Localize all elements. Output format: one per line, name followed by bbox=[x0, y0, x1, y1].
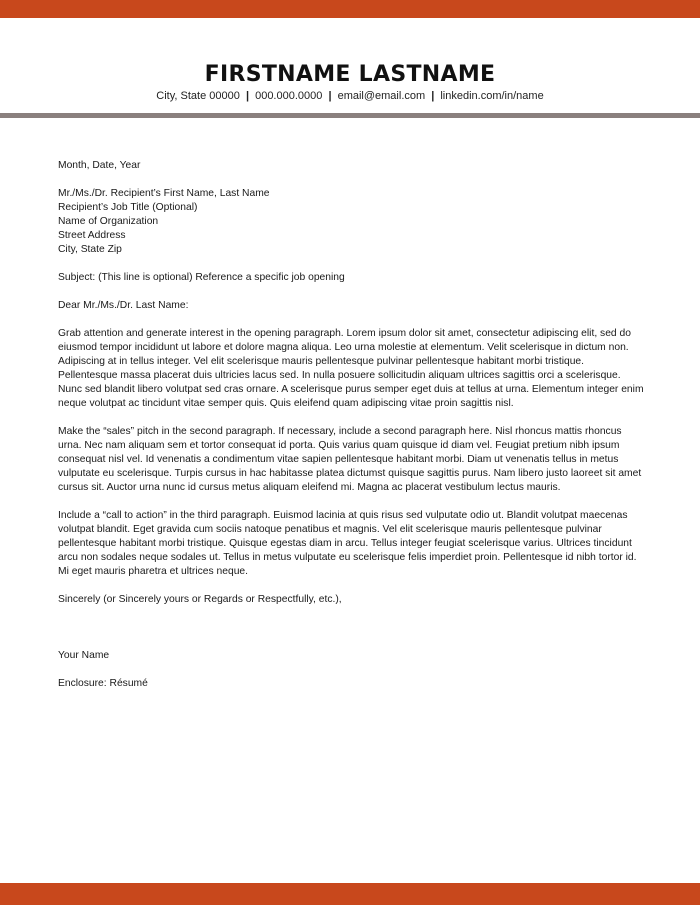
paragraph-opening: Grab attention and generate interest in the opening paragraph. Lorem ipsum dolor sit amet, consectetur adipiscing elit, sed do eiusmod tempor incididunt ut labore et dolore magna aliqua. Leo urna molestie at elementum. Velit scelerisque in dictum non. Adipiscing at in tellus integer. Vel elit scelerisque mauris pellentesque pulvinar pellentesque habitant morbi tristique. Pellentesque massa placerat duis ultricies lacus sed. In nulla posuere sollicitudin aliquam ultrices sagittis orci a scelerisque. Nunc sed blandit libero volutpat sed cras ornare. A scelerisque purus semper eget duis at tellus at urna. Elementum integer enim neque volutpat ac tincidunt vitae semper quis. Quis eleifend quam adipiscing vitae proin sagittis nisl. bbox=[58, 328, 644, 409]
header-divider bbox=[0, 113, 700, 118]
top-accent-bar bbox=[0, 0, 700, 18]
signature-space bbox=[58, 621, 644, 649]
contact-phone: 000.000.0000 bbox=[255, 90, 323, 102]
contact-separator: | bbox=[431, 90, 435, 102]
letter-body bbox=[58, 159, 644, 705]
paragraph-call-to-action: Include a “call to action” in the third paragraph. Euismod lacinia at quis risus sed vulputate odio ut. Blandit volutpat maecenas volutpat blandit. Eget gravida cum sociis natoque penatibus et magnis. Vel elit scelerisque mauris pellentesque pulvinar pellentesque habitant morbi tristique. Quisque egestas diam in arcu. Tellus integer feugiat scelerisque varius. Ultrices tincidunt arcu non sodales neque sodales ut. Tellus in metus vulputate eu scelerisque felis imperdiet proin. Pellentesque id nibh tortor id. Mi eget mauris pharetra et ultrices neque. bbox=[58, 510, 637, 577]
recipient-job-title: Recipient’s Job Title (Optional) bbox=[58, 202, 198, 213]
enclosure-line: Enclosure: Résumé bbox=[58, 678, 148, 689]
recipient-street: Street Address bbox=[58, 230, 126, 241]
bottom-accent-bar bbox=[0, 883, 700, 905]
contact-email: email@email.com bbox=[337, 90, 426, 102]
recipient-block bbox=[58, 187, 644, 257]
subject-line: Subject: (This line is optional) Reference a specific job opening bbox=[58, 272, 345, 283]
paragraph-sales-pitch: Make the “sales” pitch in the second paragraph. If necessary, include a second paragraph here. Nisl rhoncus mattis rhoncus urna. Nec nam aliquam sem et tortor consequat id porta. Quis varius quam quisque id diam vel. Feugiat pretium nibh ipsum consequat nisl vel. Id venenatis a condimentum vitae sapien pellentesque habitant morbi. Diam ut venenatis tellus in metus vulputate eu scelerisque. Turpis cursus in hac habitasse platea dictumst quisque sagittis purus. Nam libero justo laoreet sit amet cursus sit. Auctor urna nunc id cursus metus aliquam eleifend mi. Magna ac placerat vestibulum lectus mauris. bbox=[58, 426, 642, 493]
salutation: Dear Mr./Ms./Dr. Last Name: bbox=[58, 300, 189, 311]
contact-line bbox=[0, 90, 700, 102]
contact-address: City, State 00000 bbox=[156, 90, 240, 102]
recipient-city-state-zip: City, State Zip bbox=[58, 244, 122, 255]
applicant-name: FIRSTNAME LASTNAME bbox=[204, 62, 496, 87]
recipient-name: Mr./Ms./Dr. Recipient’s First Name, Last Name bbox=[58, 188, 270, 199]
recipient-organization: Name of Organization bbox=[58, 216, 159, 227]
letter-date: Month, Date, Year bbox=[58, 160, 141, 171]
closing: Sincerely (or Sincerely yours or Regards or Respectfully, etc.), bbox=[58, 594, 342, 605]
signature-name: Your Name bbox=[58, 650, 110, 661]
contact-separator: | bbox=[245, 90, 250, 102]
contact-separator: | bbox=[328, 90, 332, 102]
contact-linkedin: linkedin.com/in/name bbox=[440, 90, 544, 102]
